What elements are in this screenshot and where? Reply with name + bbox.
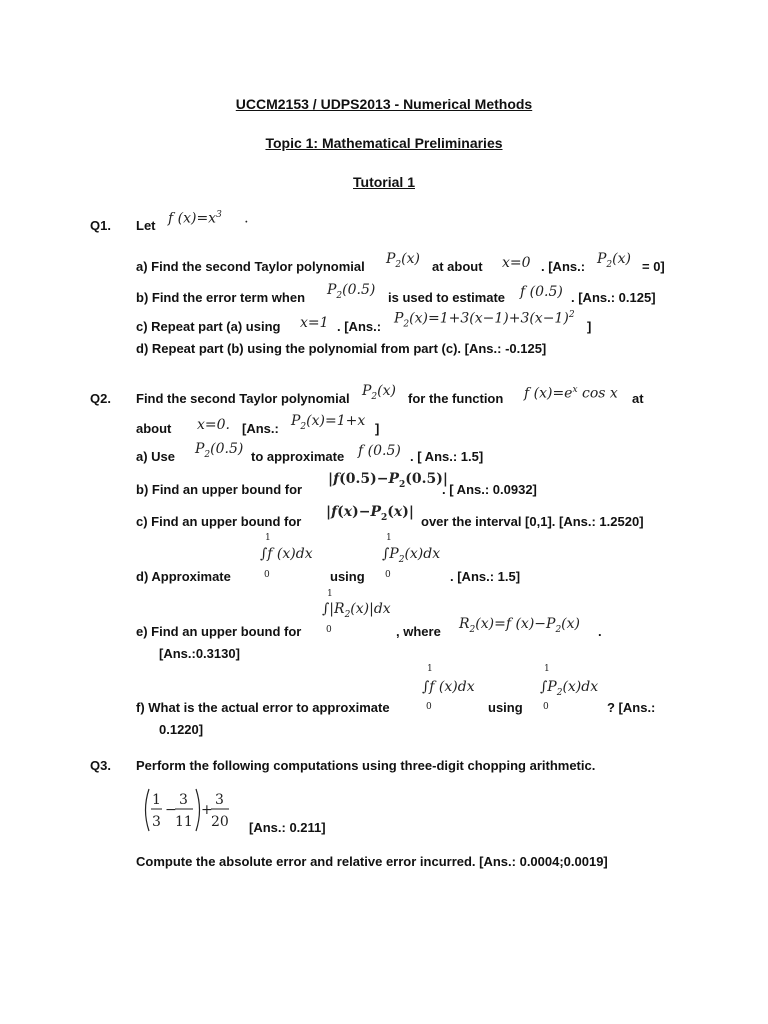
q2f-text: f) What is the actual error to approximate [136, 700, 390, 715]
q1a-ans-value: = 0] [642, 259, 665, 274]
q3-denominator-3: 3 [152, 814, 161, 830]
q2c-ans: over the interval [0,1]. [Ans.: 1.2520] [421, 514, 644, 529]
q1a-text: a) Find the second Taylor polynomial [136, 259, 365, 274]
q2-ans-label: [Ans.: [242, 421, 279, 436]
q2-p2x-formula: $P_2(x)$ [362, 383, 396, 402]
q1b-ans: . [Ans.: 0.125] [571, 290, 656, 305]
q2a-text: a) Use [136, 449, 176, 464]
q2-about: about [136, 421, 172, 436]
q2-intro-function: for the function [408, 391, 504, 406]
q1c-ans-label: . [Ans.: [337, 319, 382, 334]
q2f-using: using [488, 700, 523, 715]
q2-intro-at: at [632, 391, 644, 406]
q2e-integral-r2: $\int|R_2(x)|dx$ [322, 601, 391, 620]
q2d-int2-upper: 1 [386, 533, 392, 543]
q1-number: Q1. [90, 218, 111, 233]
q2c-bound-formula: $|f(x)-P_2(x)|$ [326, 504, 414, 523]
q3-ans: [Ans.: 0.211] [249, 820, 326, 835]
q1c-ans-formula: $P_2(x)=1+3(x-1)+3(x-1)^2$ [394, 310, 575, 330]
topic-title: Topic 1: Mathematical Preliminaries [265, 135, 503, 151]
q2e-ans: [Ans.:0.3130] [159, 646, 240, 661]
q2e-period: . [598, 624, 602, 639]
q2d-integral-p2: $\int P_2(x)dx$ [382, 546, 441, 565]
q2f-int2-lower: 0 [543, 702, 549, 712]
q3-number: Q3. [90, 758, 111, 773]
q2f-integral-f: ∫f (x)dx [422, 679, 475, 695]
q2f-int1-lower: 0 [426, 702, 432, 712]
q1a-p2x-formula: $P_2(x)$ [386, 251, 420, 270]
q2b-bound-formula: $|f(0.5)-P_2(0.5)|$ [328, 471, 448, 490]
q1a-ans-formula: $P_2(x)$ [597, 251, 631, 270]
q2e-text: e) Find an upper bound for [136, 624, 302, 639]
q2-x0-formula: x=0. [197, 417, 230, 433]
q2f-ans-label: ? [Ans.: [607, 700, 656, 715]
svg-text:−: − [165, 802, 177, 818]
q2d-integral-f: ∫f (x)dx [260, 546, 313, 562]
q1d-text: d) Repeat part (b) using the polynomial from part (c). [Ans.: -0.125] [136, 341, 547, 356]
q3-denominator-20: 20 [211, 814, 229, 830]
q2e-int-lower: 0 [326, 625, 332, 635]
q1b-p2-formula: $P_2(0.5)$ [327, 282, 376, 301]
q2a-approx: to approximate [251, 449, 345, 464]
q2d-int2-lower: 0 [385, 570, 391, 580]
q2a-ans: . [ Ans.: 1.5] [410, 449, 484, 464]
q2d-ans: . [Ans.: 1.5] [450, 569, 521, 584]
q2d-int1-lower: 0 [264, 570, 270, 580]
q2-intro: Find the second Taylor polynomial [136, 391, 350, 406]
q2f-ans-value: 0.1220] [159, 722, 204, 737]
q1-let: Let [136, 218, 156, 233]
q1a-x0-formula: x=0 [502, 255, 531, 271]
q2f-int2-upper: 1 [544, 664, 550, 674]
svg-text:+: + [201, 802, 213, 818]
q2-ans-close: ] [375, 421, 380, 436]
q2-ans-formula: $P_2(x)=1+x$ [291, 413, 366, 432]
q1c-x1-formula: x=1 [300, 315, 329, 331]
q3-compute: Compute the absolute error and relative error incurred. [Ans.: 0.0004;0.0019] [136, 854, 608, 869]
q1c-ans-close: ] [587, 319, 592, 334]
q1c-text: c) Repeat part (a) using [136, 319, 281, 334]
q2-number: Q2. [90, 391, 111, 406]
q1b-estimate: is used to estimate [388, 290, 506, 305]
q2b-text: b) Find an upper bound for [136, 482, 303, 497]
q3-numerator-3a: 3 [179, 792, 188, 808]
q2d-int1-upper: 1 [265, 533, 271, 543]
q1b-text: b) Find the error term when [136, 290, 306, 305]
q1a-ans-label: . [Ans.: [541, 259, 586, 274]
q2e-where: , where [396, 624, 441, 639]
q2a-p2-formula: $P_2(0.5)$ [195, 441, 244, 460]
q1a-about: at about [432, 259, 483, 274]
q1b-f05-formula: f (0.5) [520, 284, 563, 300]
q3-denominator-11: 11 [175, 814, 193, 830]
q2c-text: c) Find an upper bound for [136, 514, 302, 529]
q1-function-formula: f $(x)=x^3$ . [168, 210, 249, 227]
q2f-int1-upper: 1 [427, 664, 433, 674]
q3-numerator-1: 1 [152, 792, 161, 808]
q3-intro: Perform the following computations using three-digit chopping arithmetic. [136, 758, 596, 773]
q2d-using: using [330, 569, 365, 584]
q2f-integral-p2: $\int P_2(x)dx$ [540, 679, 599, 698]
q2-function-formula: f $(x)=e^x$ cos x [524, 385, 618, 402]
course-title: UCCM2153 / UDPS2013 - Numerical Methods [235, 96, 533, 112]
q2e-r2-formula: $R_2(x)=f$ $(x)-P_2(x)$ [459, 616, 580, 635]
q3-expression [140, 786, 240, 834]
q3-numerator-3b: 3 [215, 792, 224, 808]
q2a-f05-formula: f (0.5) [358, 443, 401, 459]
q2d-text: d) Approximate [136, 569, 231, 584]
tutorial-title: Tutorial 1 [353, 174, 415, 190]
q2e-int-upper: 1 [327, 589, 333, 599]
q2b-ans: . [ Ans.: 0.0932] [442, 482, 537, 497]
